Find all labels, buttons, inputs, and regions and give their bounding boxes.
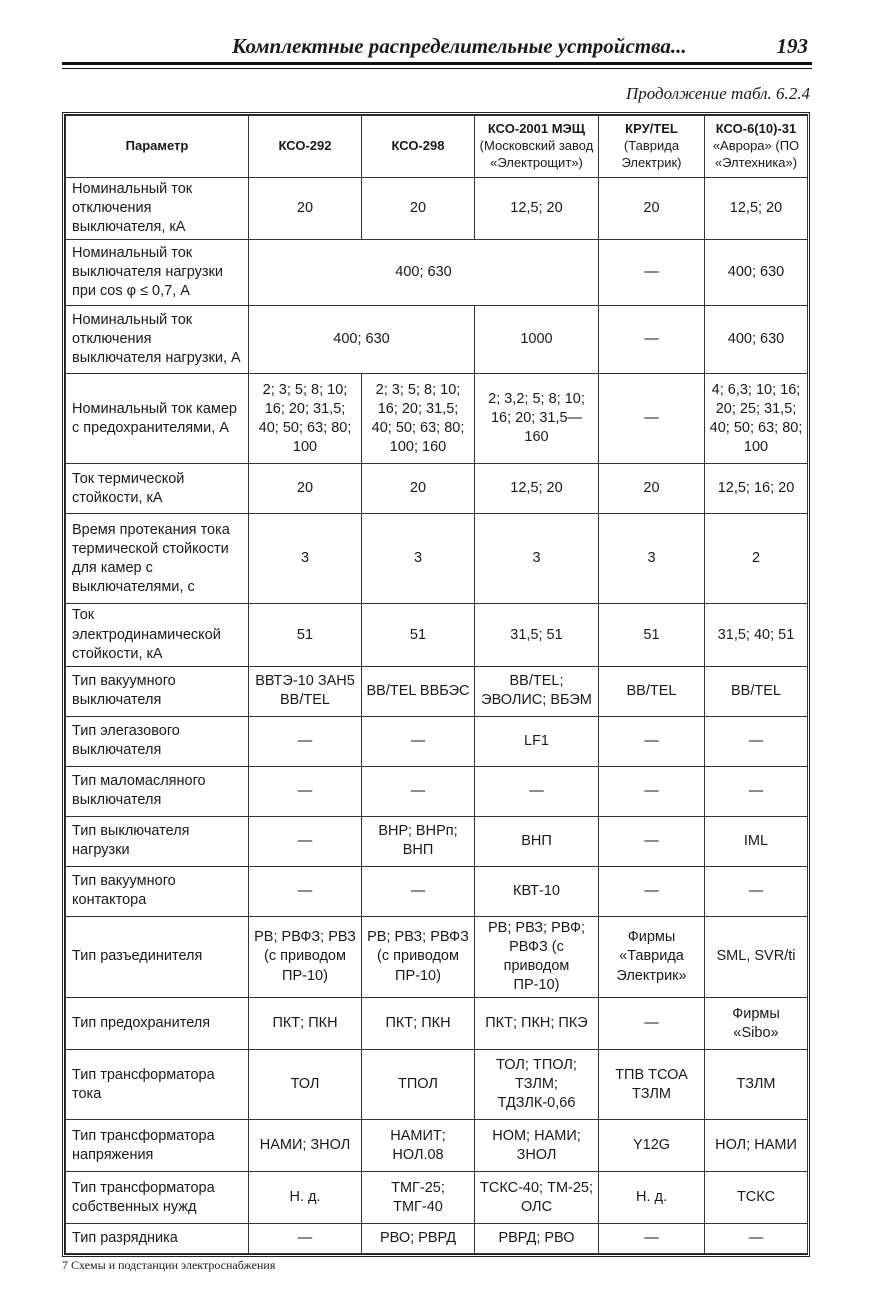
row-param: Ток термической стойкости, кА [66, 464, 249, 514]
table-cell: — [362, 866, 475, 916]
table-cell: ТСКС-40; ТМ-25; ОЛС [475, 1172, 599, 1224]
table-cell: — [705, 766, 808, 816]
col-header-kso2001: КСО-2001 МЭЩ (Московский завод «Электрощит») [475, 116, 599, 178]
table-cell: — [599, 866, 705, 916]
table-cell: — [475, 766, 599, 816]
table-cell: 51 [599, 604, 705, 666]
table-cell: 12,5; 20 [705, 178, 808, 240]
table-cell: 400; 630 [705, 240, 808, 306]
table-row [66, 1172, 808, 1224]
table-cell: BB/TEL; ЭВОЛИС; ВБЭМ [475, 666, 599, 716]
specs-table-frame [62, 112, 810, 1257]
table-cell: ВНП [475, 816, 599, 866]
table-cell: — [599, 306, 705, 374]
row-param: Время протекания тока термической стойкости для камер с выключателями, с [66, 514, 249, 604]
col-header-kru-tel: КРУ/TEL (Таврида Электрик) [599, 116, 705, 178]
table-cell: BB/TEL [705, 666, 808, 716]
table-row [66, 1050, 808, 1120]
table-row [66, 916, 808, 998]
table-cell: — [599, 240, 705, 306]
table-cell: ТЗЛМ [705, 1050, 808, 1120]
table-cell: — [599, 998, 705, 1050]
specs-table [65, 115, 808, 1254]
header-rule-thick [62, 62, 812, 65]
table-cell: 400; 630 [705, 306, 808, 374]
col-header-kso292: КСО-292 [249, 116, 362, 178]
table-cell: ВНР; ВНРп; ВНП [362, 816, 475, 866]
row-param: Тип трансформатора собственных нужд [66, 1172, 249, 1224]
table-cell: ПКТ; ПКН [249, 998, 362, 1050]
table-cell: 51 [249, 604, 362, 666]
table-cell: 3 [362, 514, 475, 604]
row-param: Тип разъединителя [66, 916, 249, 998]
table-cell: ПКТ; ПКН [362, 998, 475, 1050]
table-cell: 2; 3,2; 5; 8; 10; 16; 20; 31,5—160 [475, 374, 599, 464]
row-param: Тип элегазового выключателя [66, 716, 249, 766]
row-param: Номинальный ток выключателя нагрузки при cos φ ≤ 0,7, А [66, 240, 249, 306]
col-header-kso6-10-31: КСО-6(10)-31 «Аврора» (ПО «Элтехника») [705, 116, 808, 178]
row-param: Тип выключателя нагрузки [66, 816, 249, 866]
table-cell: НОМ; НАМИ; ЗНОЛ [475, 1120, 599, 1172]
table-cell: 400; 630 [249, 240, 599, 306]
table-cell: — [705, 866, 808, 916]
table-cell: — [362, 766, 475, 816]
row-param: Тип разрядника [66, 1224, 249, 1254]
table-cell: 20 [362, 464, 475, 514]
table-cell: 3 [475, 514, 599, 604]
row-param: Тип трансформатора тока [66, 1050, 249, 1120]
table-row [66, 716, 808, 766]
table-row [66, 374, 808, 464]
row-param: Тип вакуумного выключателя [66, 666, 249, 716]
table-cell: — [599, 816, 705, 866]
table-row [66, 178, 808, 240]
table-cell: 12,5; 20 [475, 464, 599, 514]
table-cell: Н. д. [249, 1172, 362, 1224]
table-cell: 400; 630 [249, 306, 475, 374]
table-continuation-caption: Продолжение табл. 6.2.4 [625, 84, 810, 103]
table-cell: 20 [249, 464, 362, 514]
table-cell: LF1 [475, 716, 599, 766]
table-cell: — [599, 716, 705, 766]
table-cell: ТОЛ; ТПОЛ; ТЗЛМ; ТДЗЛК-0,66 [475, 1050, 599, 1120]
table-cell: НАМИ; ЗНОЛ [249, 1120, 362, 1172]
table-row [66, 816, 808, 866]
table-cell: 2; 3; 5; 8; 10; 16; 20; 31,5; 40; 50; 63; 80; 100; 160 [362, 374, 475, 464]
page-footer-signature: 7 Схемы и подстанции электроснабжения [62, 1258, 276, 1272]
table-cell: 20 [599, 464, 705, 514]
table-cell: 1000 [475, 306, 599, 374]
table-cell: Y12G [599, 1120, 705, 1172]
table-cell: Фирмы «Sibo» [705, 998, 808, 1050]
row-param: Ток электродинамической стойкости, кА [66, 604, 249, 666]
table-cell: ПКТ; ПКН; ПКЭ [475, 998, 599, 1050]
table-cell: КВТ-10 [475, 866, 599, 916]
table-cell: 2; 3; 5; 8; 10; 16; 20; 31,5; 40; 50; 63; 80; 100 [249, 374, 362, 464]
table-row [66, 766, 808, 816]
table-row [66, 240, 808, 306]
table-cell: РВ; РВФЗ; РВЗ (с приводом ПР-10) [249, 916, 362, 998]
table-cell: — [249, 766, 362, 816]
header-rule-thin [62, 68, 812, 69]
table-cell: 20 [599, 178, 705, 240]
table-cell: 2 [705, 514, 808, 604]
table-cell: — [599, 1224, 705, 1254]
table-cell: ТСКС [705, 1172, 808, 1224]
running-header [62, 30, 812, 64]
table-cell: — [599, 766, 705, 816]
table-row [66, 604, 808, 666]
table-row [66, 464, 808, 514]
table-cell: BB/TEL [599, 666, 705, 716]
table-row [66, 666, 808, 716]
row-param: Тип трансформатора напряжения [66, 1120, 249, 1172]
table-cell: НАМИТ; НОЛ.08 [362, 1120, 475, 1172]
row-param: Тип маломасляного выключателя [66, 766, 249, 816]
table-cell: РВО; РВРД [362, 1224, 475, 1254]
table-cell: 31,5; 40; 51 [705, 604, 808, 666]
table-cell: Фирмы «Таврида Электрик» [599, 916, 705, 998]
table-cell: РВ; РВЗ; РВФ; РВФЗ (с приводом ПР-10) [475, 916, 599, 998]
table-row [66, 866, 808, 916]
table-row [66, 1224, 808, 1254]
table-row [66, 514, 808, 604]
table-cell: 3 [249, 514, 362, 604]
row-param: Номинальный ток отключения выключателя нагрузки, А [66, 306, 249, 374]
table-cell: ТПОЛ [362, 1050, 475, 1120]
table-cell: — [249, 716, 362, 766]
col-header-parameter: Параметр [66, 116, 249, 178]
table-cell: IML [705, 816, 808, 866]
table-cell: — [249, 866, 362, 916]
table-row [66, 1120, 808, 1172]
table-cell: — [249, 816, 362, 866]
table-cell: ТМГ-25; ТМГ-40 [362, 1172, 475, 1224]
table-row [66, 306, 808, 374]
table-cell: ВВТЭ-10 ЗАН5 BB/TEL [249, 666, 362, 716]
page-number: 193 [776, 34, 808, 58]
table-cell: SML, SVR/ti [705, 916, 808, 998]
table-cell: ТОЛ [249, 1050, 362, 1120]
row-param: Тип вакуумного контактора [66, 866, 249, 916]
table-cell: ТПВ ТСОА ТЗЛМ [599, 1050, 705, 1120]
table-cell: 20 [249, 178, 362, 240]
table-cell: BB/TEL ВВБЭС [362, 666, 475, 716]
table-cell: РВРД; РВО [475, 1224, 599, 1254]
table-header-row [66, 116, 808, 178]
table-cell: 31,5; 51 [475, 604, 599, 666]
table-cell: — [705, 716, 808, 766]
col-header-kso298: КСО-298 [362, 116, 475, 178]
row-param: Номинальный ток отключения выключателя, кА [66, 178, 249, 240]
table-cell: 3 [599, 514, 705, 604]
row-param: Номинальный ток камер с предохранителями, А [66, 374, 249, 464]
table-cell: 20 [362, 178, 475, 240]
table-cell: 12,5; 16; 20 [705, 464, 808, 514]
table-cell: — [249, 1224, 362, 1254]
table-cell: НОЛ; НАМИ [705, 1120, 808, 1172]
table-cell: РВ; РВЗ; РВФЗ (с приводом ПР-10) [362, 916, 475, 998]
row-param: Тип предохранителя [66, 998, 249, 1050]
table-cell: — [599, 374, 705, 464]
table-cell: 12,5; 20 [475, 178, 599, 240]
table-cell: 51 [362, 604, 475, 666]
chapter-title: Комплектные распределительные устройства... [232, 34, 687, 58]
table-cell: — [705, 1224, 808, 1254]
table-row [66, 998, 808, 1050]
table-cell: 4; 6,3; 10; 16; 20; 25; 31,5; 40; 50; 63; 80; 100 [705, 374, 808, 464]
table-cell: Н. д. [599, 1172, 705, 1224]
table-cell: — [362, 716, 475, 766]
